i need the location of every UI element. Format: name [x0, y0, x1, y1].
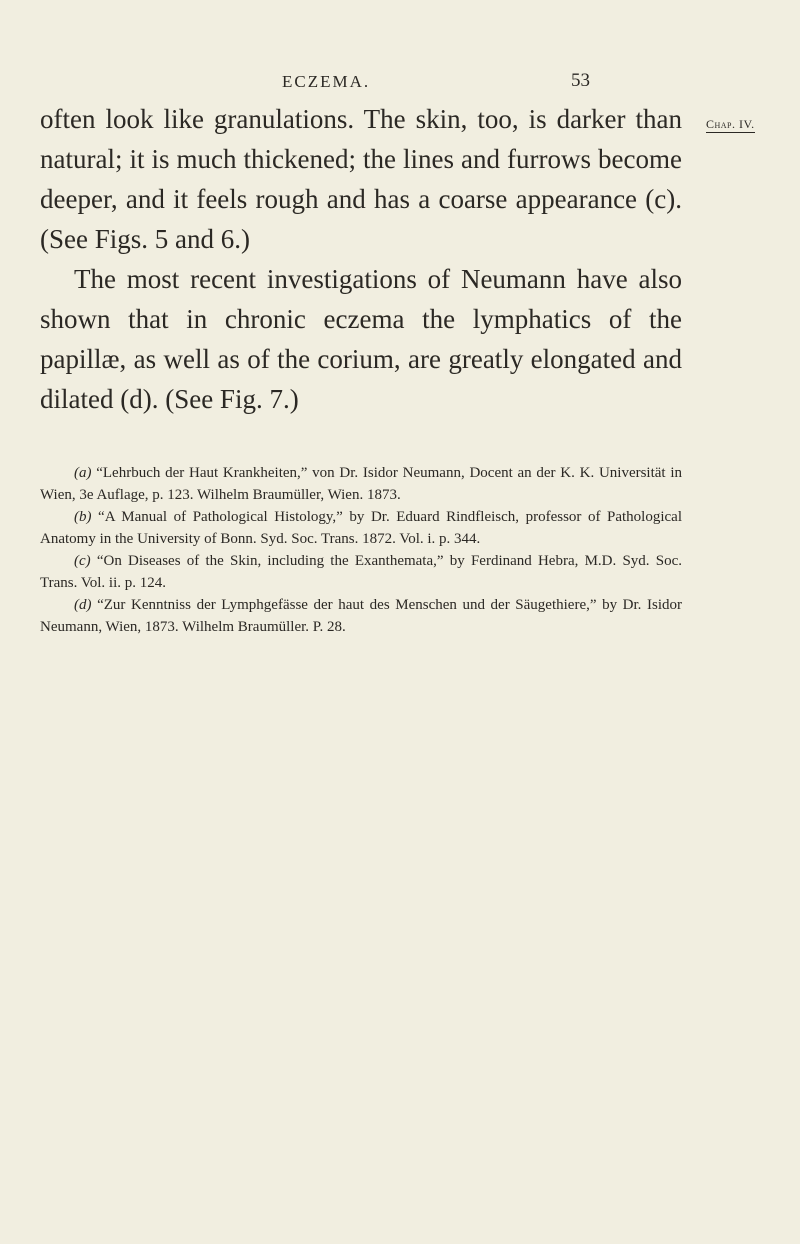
footnote-text: “Lehrbuch der Haut Krankheiten,” von Dr. Isidor Neumann, Docent an der K. K. Universität in Wien, 3e Auflage, p. 123. Wilhelm Braumüller, Wien. 1873. [40, 465, 682, 503]
footnote-a [40, 462, 682, 506]
body-paragraph: The most recent investigations of Neumann have also shown that in chronic eczema the lymphatics of the papillæ, as well as of the corium, are greatly elongated and dilated (d). (See Fig. 7.) [40, 264, 682, 414]
chapter-side-note: Chap. IV. [706, 117, 755, 131]
footnote-text: “On Diseases of the Skin, including the Exanthemata,” by Ferdinand Hebra, M.D. Syd. Soc. Trans. Vol. ii. p. 124. [40, 553, 682, 591]
footnote-marker: (a) [74, 465, 92, 481]
footnote-text: “Zur Kenntniss der Lymphgefässe der haut des Menschen und der Säugethiere,” by Dr. Isidor Neumann, Wien, 1873. Wilhelm Braumüller. P. 28. [40, 597, 682, 635]
body-text [40, 99, 682, 419]
footnote-marker: (d) [74, 597, 92, 613]
body-paragraph: often look like granulations. The skin, too, is darker than natural; it is much thickened; the lines and furrows become deeper, and it feels rough and has a coarse appearance (c). (See Figs. 5 and 6.) [40, 104, 682, 254]
footnotes [40, 462, 682, 638]
footnote-marker: (c) [74, 553, 91, 569]
footnote-c [40, 550, 682, 594]
footnote-b [40, 506, 682, 550]
page-number: 53 [571, 70, 590, 91]
footnote-marker: (b) [74, 509, 92, 525]
running-head: ECZEMA. [282, 72, 371, 91]
footnote-text: “A Manual of Pathological Histology,” by Dr. Eduard Rindfleisch, professor of Pathological Anatomy in the University of Bonn. Syd. Soc. Trans. 1872. Vol. i. p. 344. [40, 509, 682, 547]
footnote-d [40, 594, 682, 638]
